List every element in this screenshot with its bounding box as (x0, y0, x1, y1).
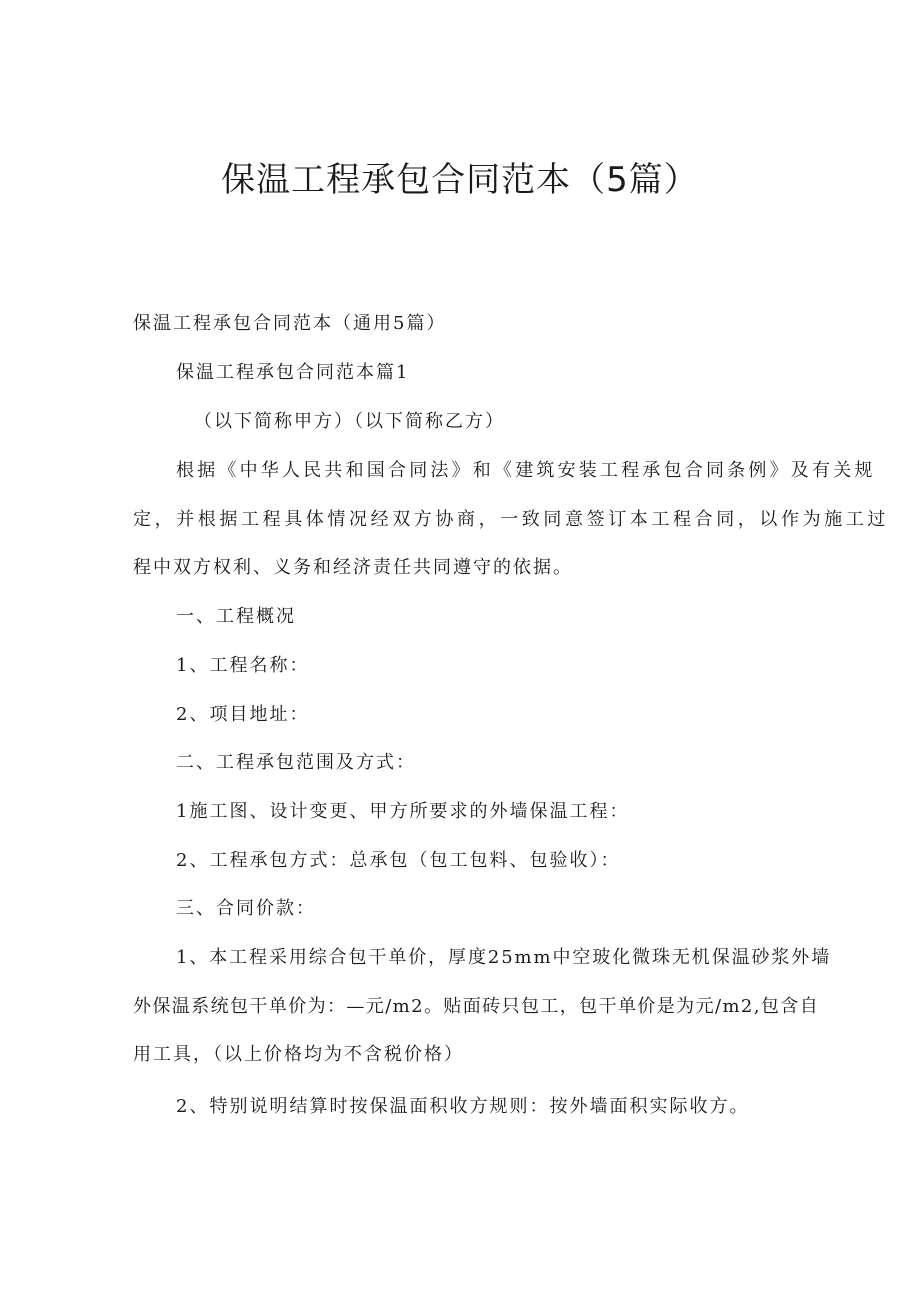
section-heading: 保温工程承包合同范本篇1 (176, 362, 410, 383)
document-title: 保温工程承包合同范本（5篇） (221, 160, 699, 200)
clause-item: 2、项目地址： (176, 704, 310, 725)
paragraph-line: 外保温系统包干单价为：—元/m2。贴面砖只包工，包干单价是为元/m2,包含自 (133, 996, 820, 1017)
paragraph-line: 根据《中华人民共和国合同法》和《建筑安装工程承包合同条例》及有关规 (176, 460, 876, 481)
clause-heading: 一、工程概况 (176, 606, 296, 627)
party-line: （以下简称甲方）（以下简称乙方） (194, 411, 505, 432)
subtitle: 保温工程承包合同范本（通用5篇） (133, 313, 447, 334)
clause-item: 1施工图、设计变更、甲方所要求的外墙保温工程： (176, 801, 630, 822)
clause-item: 2、特别说明结算时按保温面积收方规则：按外墙面积实际收方。 (176, 1096, 750, 1117)
clause-item: 2、工程承包方式：总承包（包工包料、包验收）： (176, 850, 621, 871)
paragraph-line: 用工具，（以上价格均为不含税价格） (133, 1044, 464, 1065)
clause-heading: 三、合同价款： (176, 898, 316, 919)
clause-item: 1、工程名称： (176, 655, 310, 676)
clause-item: 1、本工程采用综合包干单价，厚度25mm中空玻化微珠无机保温砂浆外墙 (176, 947, 832, 968)
clause-heading: 二、工程承包范围及方式： (176, 752, 416, 773)
paragraph-line: 程中双方权利、义务和经济责任共同遵守的依据。 (133, 557, 573, 578)
paragraph-line: 定，并根据工程具体情况经双方协商，一致同意签订本工程合同，以作为施工过 (133, 509, 889, 530)
